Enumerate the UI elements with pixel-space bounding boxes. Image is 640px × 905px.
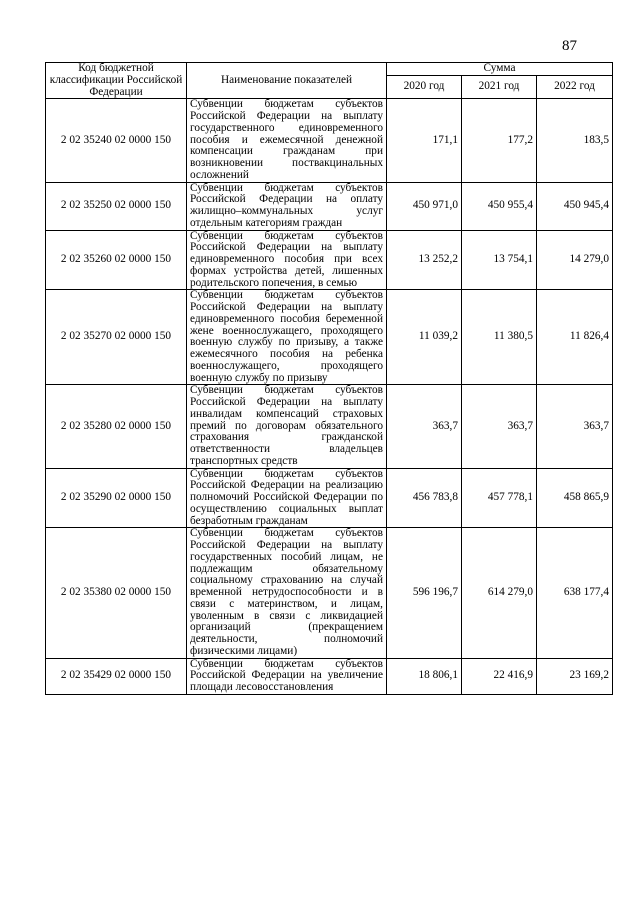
row-value-2022: 363,7 [537,385,613,468]
sum-column-header: Сумма [387,63,613,76]
row-description: Субвенции бюджетам субъектов Российской Федерации на реализацию полномочий Российской Федерации по осуществлению социальных выплат безработным гражданам [187,468,387,528]
row-value-2021: 457 778,1 [462,468,537,528]
row-code: 2 02 35429 02 0000 150 [46,658,187,694]
budget-table [45,62,613,695]
row-value-2020: 456 783,8 [387,468,462,528]
header-row-top [46,63,613,76]
code-column-header: Код бюджетной классификации Российской Федерации [46,63,187,99]
table-row [46,99,613,182]
row-code: 2 02 35260 02 0000 150 [46,230,187,290]
row-description: Субвенции бюджетам субъектов Российской Федерации на выплату единовременного пособия при всех формах устройства детей, лишенных родительского попечения, в семью [187,230,387,290]
row-value-2022: 23 169,2 [537,658,613,694]
row-value-2021: 363,7 [462,385,537,468]
row-value-2021: 450 955,4 [462,182,537,230]
name-column-header: Наименование показателей [187,63,387,99]
row-value-2020: 596 196,7 [387,528,462,658]
row-description: Субвенции бюджетам субъектов Российской Федерации на выплату государственного единовременного пособия и ежемесячной денежной компенсации гражданам при возникновении поствакцинальных осложнений [187,99,387,182]
row-value-2022: 450 945,4 [537,182,613,230]
row-description: Субвенции бюджетам субъектов Российской Федерации на увеличение площади лесовосстановления [187,658,387,694]
row-description: Субвенции бюджетам субъектов Российской Федерации на выплату единовременного пособия беременной жене военнослужащего, проходящего военную службу по призыву, а также ежемесячного пособия на ребенка военнослужащего, проходящего военную службу по призыву [187,290,387,385]
page-number: 87 [562,38,577,54]
row-description: Субвенции бюджетам субъектов Российской Федерации на выплату государственных пособий лицам, не подлежащим обязательному социальному страхованию на случай временной нетрудоспособности и в связи с материнством, и лицам, уволенным в связи с ликвидацией организаций (прекращением деятельности, полномочий физическими лицами) [187,528,387,658]
year-header-2020: 2020 год [387,76,462,99]
row-code: 2 02 35290 02 0000 150 [46,468,187,528]
row-code: 2 02 35270 02 0000 150 [46,290,187,385]
row-value-2020: 13 252,2 [387,230,462,290]
row-code: 2 02 35380 02 0000 150 [46,528,187,658]
row-value-2021: 177,2 [462,99,537,182]
table-row [46,230,613,290]
row-value-2020: 171,1 [387,99,462,182]
table-row [46,290,613,385]
row-value-2022: 11 826,4 [537,290,613,385]
row-value-2022: 14 279,0 [537,230,613,290]
row-value-2021: 22 416,9 [462,658,537,694]
row-value-2022: 638 177,4 [537,528,613,658]
table-row [46,528,613,658]
row-value-2020: 11 039,2 [387,290,462,385]
row-value-2021: 11 380,5 [462,290,537,385]
row-description: Субвенции бюджетам субъектов Российской Федерации на выплату инвалидам компенсаций страховых премий по договорам обязательного страхования гражданской ответственности владельцев транспортных средств [187,385,387,468]
row-value-2022: 458 865,9 [537,468,613,528]
row-value-2022: 183,5 [537,99,613,182]
year-header-2022: 2022 год [537,76,613,99]
table-row [46,658,613,694]
row-value-2021: 614 279,0 [462,528,537,658]
row-description: Субвенции бюджетам субъектов Российской Федерации на оплату жилищно–коммунальных услуг отдельным категориям граждан [187,182,387,230]
table-row [46,468,613,528]
row-code: 2 02 35280 02 0000 150 [46,385,187,468]
row-value-2020: 18 806,1 [387,658,462,694]
table-row [46,182,613,230]
row-value-2020: 363,7 [387,385,462,468]
year-header-2021: 2021 год [462,76,537,99]
table-row [46,385,613,468]
row-value-2020: 450 971,0 [387,182,462,230]
row-code: 2 02 35240 02 0000 150 [46,99,187,182]
row-code: 2 02 35250 02 0000 150 [46,182,187,230]
row-value-2021: 13 754,1 [462,230,537,290]
